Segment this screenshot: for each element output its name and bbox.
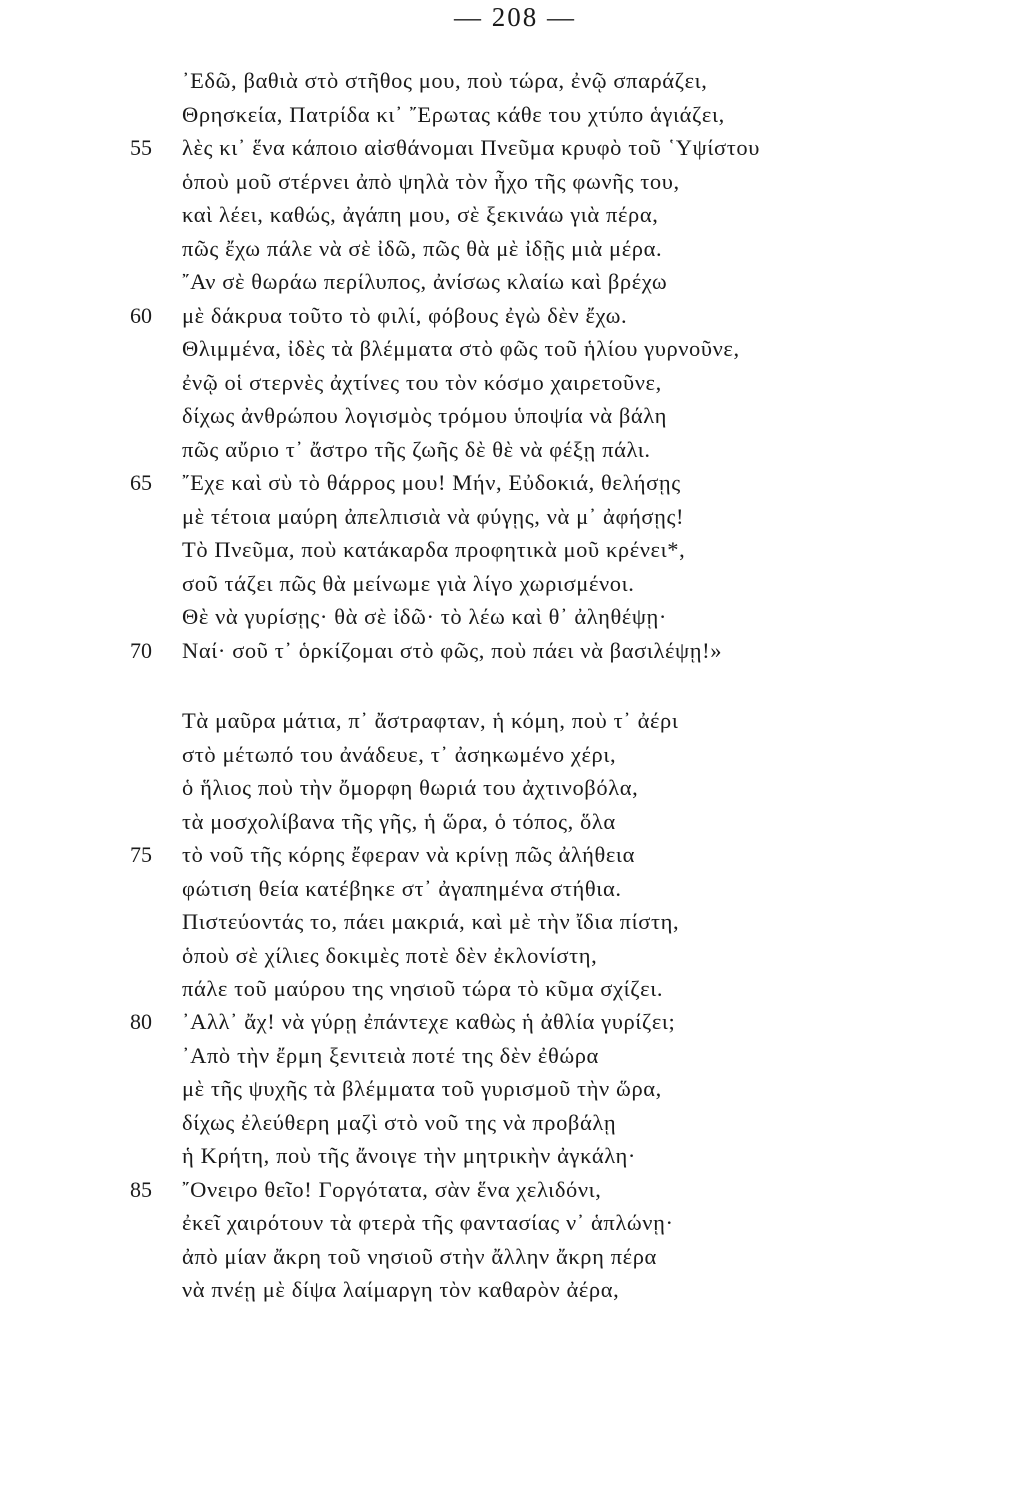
line-number: 70: [130, 637, 152, 663]
poem-line: [0, 500, 1030, 534]
line-text: Θλιμμένα, ἰδὲς τὰ βλέμματα στὸ φῶς τοῦ ἡλίου γυρνοῦνε,: [182, 336, 740, 361]
line-text: ῎Ονειρο θεῖο! Γοργότατα, σὰν ἕνα χελιδόνι,: [182, 1176, 602, 1202]
line-number: 60: [130, 302, 152, 328]
line-text: Τὸ Πνεῦμα, ποὺ κατάκαρδα προφητικὰ μοῦ κρένει*,: [182, 537, 686, 562]
line-text: πῶς αὔριο τ᾽ ἄστρο τῆς ζωῆς δὲ θὲ νὰ φέξῃ πάλι.: [182, 436, 651, 462]
poem-line: [0, 399, 1030, 433]
line-text: ὁποὺ μοῦ στέρνει ἀπὸ ψηλὰ τὸν ἦχο τῆς φωνῆς του,: [182, 168, 680, 194]
line-text: δίχως ἐλεύθερη μαζὶ στὸ νοῦ της νὰ προβάλῃ: [182, 1109, 617, 1135]
poem-line: [0, 838, 1030, 872]
line-text: πῶς ἔχω πάλε νὰ σὲ ἰδῶ, πῶς θὰ μὲ ἰδῇς μιὰ μέρα.: [182, 235, 663, 261]
poem-line: [0, 1072, 1030, 1106]
line-text: ᾽Αλλ᾽ ἄχ! νὰ γύρῃ ἐπάντεχε καθὼς ἡ ἀθλία γυρίζει;: [182, 1009, 676, 1034]
poem-line: [0, 634, 1030, 668]
line-text: στὸ μέτωπό του ἀνάδευε, τ᾽ ἀσηκωμένο χέρι,: [182, 741, 617, 767]
line-text: ἐκεῖ χαιρότουν τὰ φτερὰ τῆς φαντασίας ν᾽ ἁπλώνῃ·: [182, 1210, 674, 1235]
line-text: ἡ Κρήτη, ποὺ τῆς ἄνοιγε τὴν μητρικὴν ἀγκάλη·: [182, 1143, 636, 1168]
poem-line: [0, 533, 1030, 567]
poem-line: [0, 299, 1030, 333]
poem-line: [0, 1139, 1030, 1173]
line-text: καὶ λέει, καθώς, ἀγάπη μου, σὲ ξεκινάω γιὰ πέρα,: [182, 202, 659, 227]
line-text: σοῦ τάζει πῶς θὰ μείνωμε γιὰ λίγο χωρισμένοι.: [182, 570, 635, 596]
poem-line: [0, 165, 1030, 199]
line-text: Πιστεύοντάς το, πάει μακριά, καὶ μὲ τὴν ἴδια πίστη,: [182, 909, 680, 934]
poem-line: [0, 600, 1030, 634]
line-text: τὰ μοσχολίβανα τῆς γῆς, ἡ ὥρα, ὁ τόπος, ὅλα: [182, 808, 616, 834]
page-number-header: — 208 —: [454, 2, 576, 32]
poem-line: [0, 1173, 1030, 1207]
line-text: ῎Εχε καὶ σὺ τὸ θάρρος μου! Μήν, Εὐδοκιά, θελήσῃς: [182, 470, 681, 495]
line-text: Ναί· σοῦ τ᾽ ὁρκίζομαι στὸ φῶς, ποὺ πάει νὰ βασιλέψῃ!»: [182, 637, 723, 663]
poem-line: [0, 771, 1030, 805]
line-text: νὰ πνέῃ μὲ δίψα λαίμαργη τὸν καθαρὸν ἀέρα,: [182, 1277, 620, 1302]
line-text: Θὲ νὰ γυρίσῃς· θὰ σὲ ἰδῶ· τὸ λέω καὶ θ᾽ ἀληθέψῃ·: [182, 604, 668, 629]
line-text: πάλε τοῦ μαύρου της νησιοῦ τώρα τὸ κῦμα σχίζει.: [182, 976, 664, 1001]
poem-line: [0, 1240, 1030, 1274]
poem-line: [0, 131, 1030, 165]
stanza-3: [0, 1005, 1030, 1307]
poem-line: [0, 704, 1030, 738]
line-number: 65: [130, 470, 152, 495]
poem-line: [0, 939, 1030, 973]
line-text: φώτιση θεία κατέβηκε στ᾽ ἀγαπημένα στήθια.: [182, 875, 622, 901]
line-number: 85: [130, 1176, 152, 1202]
stanza-2: [0, 704, 1030, 1006]
poem-line: [0, 265, 1030, 299]
line-number: 80: [130, 1009, 152, 1034]
line-text: λὲς κι᾽ ἕνα κάποιο αἰσθάνομαι Πνεῦμα κρυφὸ τοῦ ῾Υψίστου: [182, 135, 760, 160]
line-text: μὲ δάκρυα τοῦτο τὸ φιλί, φόβους ἐγὼ δὲν ἔχω.: [182, 302, 628, 328]
line-text: ὁ ἥλιος ποὺ τὴν ὄμορφη θωριά του ἀχτινοβόλα,: [182, 775, 639, 800]
poem-line: [0, 905, 1030, 939]
line-text: μὲ τέτοια μαύρη ἀπελπισιὰ νὰ φύγῃς, νὰ μ᾽ ἀφήσῃς!: [182, 503, 685, 529]
poem-line: [0, 1206, 1030, 1240]
line-number: 75: [130, 842, 152, 867]
poem-line: [0, 972, 1030, 1006]
poem-line: [0, 1106, 1030, 1140]
poem-line: [0, 1005, 1030, 1039]
line-text: Τὰ μαῦρα μάτια, π᾽ ἄστραφταν, ἡ κόμη, ποὺ τ᾽ ἀέρι: [182, 708, 679, 733]
line-text: δίχως ἀνθρώπου λογισμὸς τρόμου ὑποψία νὰ βάλη: [182, 403, 667, 428]
poem-line: [0, 1273, 1030, 1307]
line-text: τὸ νοῦ τῆς κόρης ἔφεραν νὰ κρίνῃ πῶς ἀλήθεια: [182, 842, 635, 867]
line-text: ἐνῷ οἱ στερνὲς ἀχτίνες του τὸν κόσμο χαιρετοῦνε,: [182, 369, 662, 395]
poem-line: [0, 805, 1030, 839]
line-text: μὲ τῆς ψυχῆς τὰ βλέμματα τοῦ γυρισμοῦ τὴν ὥρα,: [182, 1076, 662, 1101]
line-text: ὁποὺ σὲ χίλιες δοκιμὲς ποτὲ δὲν ἐκλονίστη,: [182, 942, 598, 968]
poem-line: [0, 466, 1030, 500]
line-number: 55: [130, 135, 152, 160]
line-text: Θρησκεία, Πατρίδα κι᾽ ῎Ερωτας κάθε του χτύπο ἁγιάζει,: [182, 101, 725, 127]
poem-line: [0, 198, 1030, 232]
line-text: ᾽Εδῶ, βαθιὰ στὸ στῆθος μου, ποὺ τώρα, ἐνῷ σπαράζει,: [182, 68, 708, 93]
poem-line: [0, 98, 1030, 132]
poem-line: [0, 1039, 1030, 1073]
poem-line: [0, 738, 1030, 772]
poem-line: [0, 366, 1030, 400]
line-text: ῎Αν σὲ θωράω περίλυπος, ἀνίσως κλαίω καὶ βρέχω: [182, 269, 668, 294]
poem-line: [0, 567, 1030, 601]
poem-line: [0, 332, 1030, 366]
poem-line: [0, 872, 1030, 906]
poem-line: [0, 232, 1030, 266]
line-text: ᾽Απὸ τὴν ἔρμη ξενιτειὰ ποτέ της δὲν ἐθώρα: [182, 1042, 599, 1068]
stanza-1: [0, 64, 1030, 667]
poem-line: [0, 433, 1030, 467]
poem-line: [0, 64, 1030, 98]
line-text: ἀπὸ μίαν ἄκρη τοῦ νησιοῦ στὴν ἄλλην ἄκρη πέρα: [182, 1243, 657, 1269]
